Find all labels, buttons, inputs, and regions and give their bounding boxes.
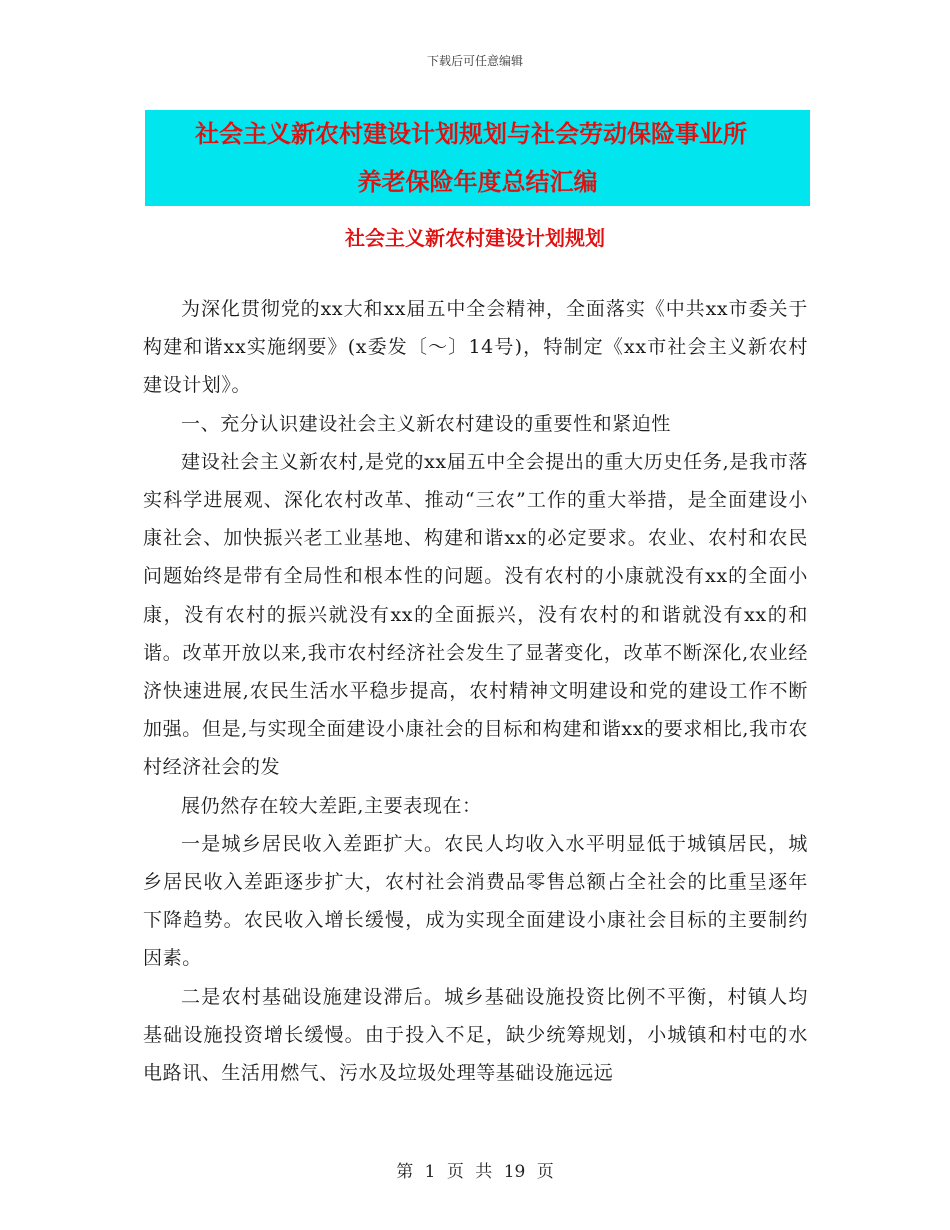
- section-title: 社会主义新农村建设计划规划: [345, 226, 605, 250]
- body-text: [143, 290, 808, 1092]
- paragraph: 二是农村基础设施建设滞后。城乡基础设施投资比例不平衡，村镇人均基础设施投资增长缓慢。由于投入不足，缺少统筹规划，小城镇和村屯的水电路讯、生活用燃气、污水及垃圾处理等基础设施远远: [143, 985, 808, 1085]
- document-title-line-2: 养老保险年度总结汇编: [357, 168, 598, 196]
- header-note: 下载后可任意编辑: [426, 54, 523, 68]
- paragraph: 为深化贯彻党的xx大和xx届五中全会精神，全面落实《中共xx市委关于构建和谐xx实施纲要》(x委发〔～〕14号)，特制定《xx市社会主义新农村建设计划》。: [143, 298, 808, 397]
- document-title: [145, 110, 810, 206]
- paragraph: 展仍然存在较大差距,主要表现在：: [181, 794, 482, 817]
- paragraph: 建设社会主义新农村,是党的xx届五中全会提出的重大历史任务,是我市落实科学进展观、深化农村改革、推动“三农”工作的重大举措，是全面建设小康社会、加快振兴老工业基地、构建和谐xx的必定要求。农业、农村和农民问题始终是带有全局性和根本性的问题。没有农村的小康就没有xx的全面小康，没有农村的振兴就没有xx的全面振兴，没有农村的和谐就没有xx的和谐。改革开放以来,我市农村经济社会发生了显著变化，改革不断深化,农业经济快速进展,农民生活水平稳步提高，农村精神文明建设和党的建设工作不断加强。但是,与实现全面建设小康社会的目标和构建和谐xx的要求相比,我市农村经济社会的发: [143, 450, 808, 779]
- document-title-line-1: 社会主义新农村建设计划规划与社会劳动保险事业所: [195, 120, 747, 148]
- paragraph: 一、充分认识建设社会主义新农村建设的重要性和紧迫性: [181, 412, 672, 435]
- paragraph: 一是城乡居民收入差距扩大。农民人均收入水平明显低于城镇居民，城乡居民收入差距逐步扩大，农村社会消费品零售总额占全社会的比重呈逐年下降趋势。农民收入增长缓慢，成为实现全面建设小康社会目标的主要制约因素。: [143, 832, 808, 970]
- page-footer: 第 1 页 共 19 页: [396, 1162, 554, 1182]
